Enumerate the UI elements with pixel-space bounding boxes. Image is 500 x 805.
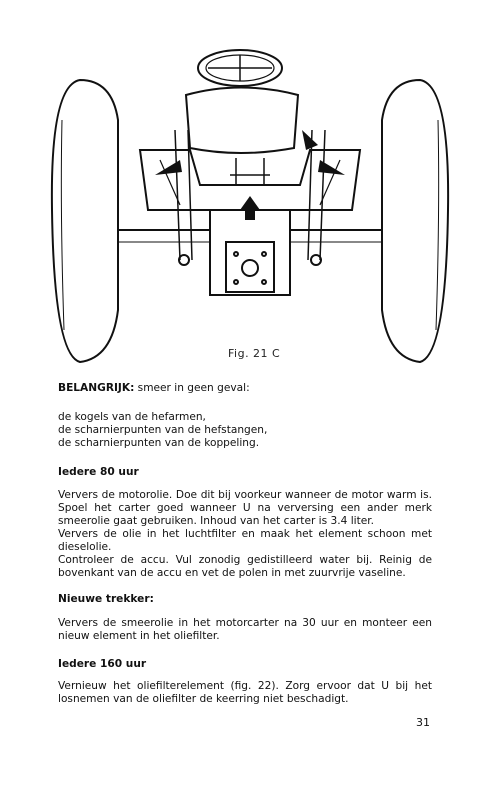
section-80-body [58, 489, 432, 580]
important-label: BELANGRIJK: [58, 382, 135, 394]
important-note [58, 382, 432, 395]
figure-caption: Fig. 21 C [228, 347, 281, 360]
list-item: de scharnierpunten van de hefstangen, [58, 424, 268, 436]
heading-every-80-hours: Iedere 80 uur [58, 466, 139, 478]
exclusion-list [58, 411, 432, 450]
list-item: de kogels van de hefarmen, [58, 411, 206, 423]
tractor-rear-illustration [40, 10, 460, 370]
section-160-body: Vernieuw het oliefilterelement (fig. 22). Zorg ervoor dat U bij het losnemen van de oliefilter de keerring niet beschadigt. [58, 680, 432, 705]
paragraph: Ververs de motorolie. Doe dit bij voorkeur wanneer de motor warm is. Spoel het carter goed wanneer U na verversing een ander merk smeerolie gaat gebruiken. Inhoud van het carter is 3.4 liter. [58, 489, 432, 527]
page-number: 31 [416, 716, 430, 729]
heading-every-160-hours: Iedere 160 uur [58, 658, 147, 670]
list-item: de scharnierpunten van de koppeling. [58, 437, 260, 449]
heading-new-tractor: Nieuwe trekker: [58, 593, 154, 605]
section-new-body: Ververs de smeerolie in het motorcarter na 30 uur en monteer een nieuw element in het oliefilter. [58, 617, 432, 642]
paragraph: Controleer de accu. Vul zonodig gedistilleerd water bij. Reinig de bovenkant van de accu en vet de polen in met zuurvrije vaseline. [58, 554, 432, 579]
paragraph: Ververs de olie in het luchtfilter en maak het element schoon met dieselolie. [58, 528, 432, 553]
important-text: smeer in geen geval: [134, 382, 250, 394]
